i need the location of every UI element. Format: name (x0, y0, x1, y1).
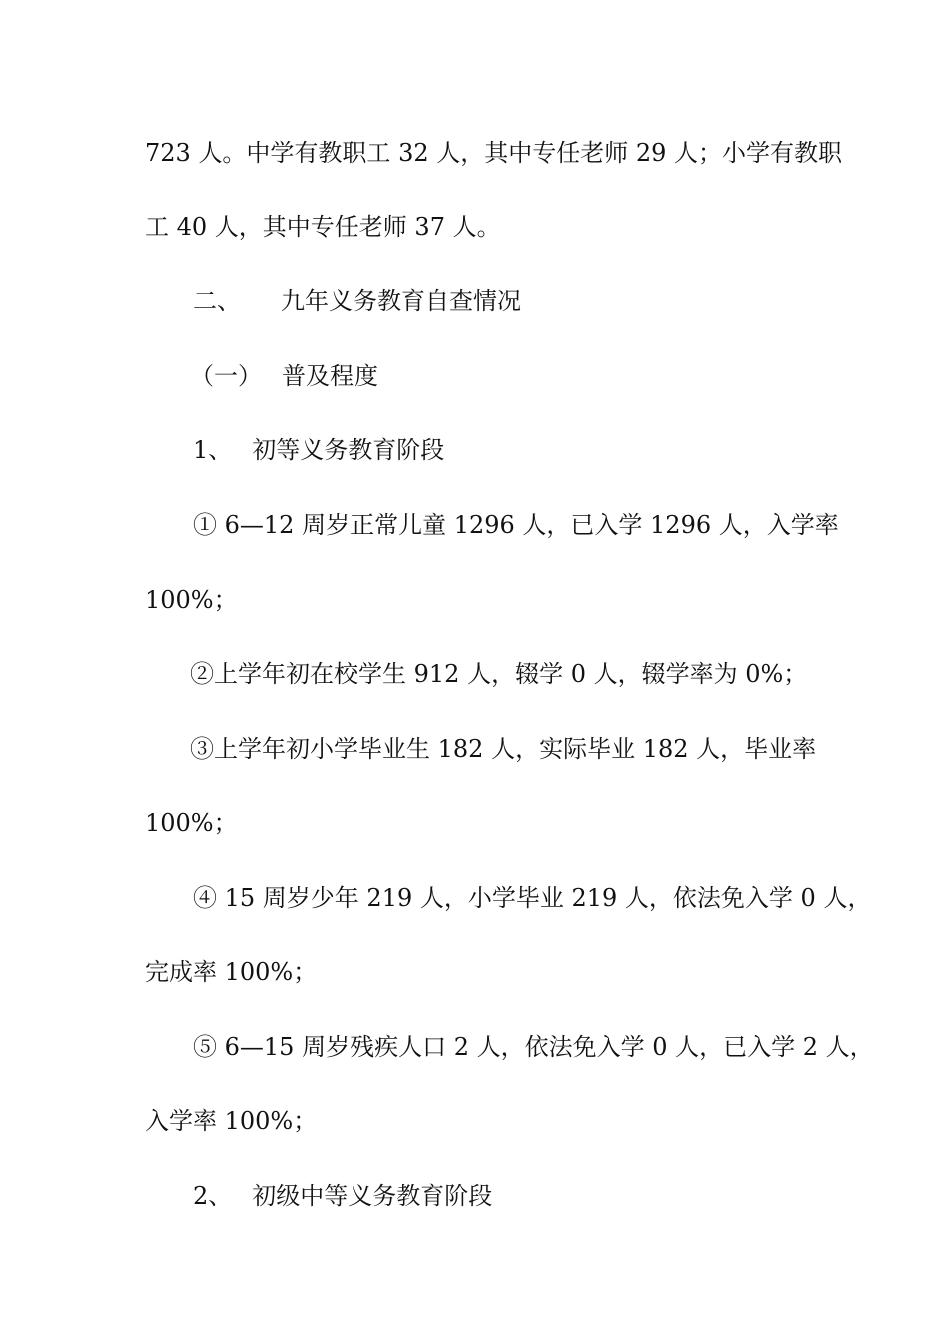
subsection-title: 普及程度 (282, 362, 378, 390)
stage-number: 2、 (193, 1182, 233, 1210)
section-title: 九年义务教育自查情况 (281, 287, 521, 315)
stage-heading (193, 435, 444, 465)
list-item-line: 完成率 100%； (145, 958, 318, 986)
paragraph-line: 工 40 人，其中专任老师 37 人。 (145, 213, 501, 241)
list-item-line: 100%； (145, 586, 238, 614)
stage-title: 初级中等义务教育阶段 (252, 1182, 493, 1210)
list-item-line: ⑤ 6—15 周岁残疾人口 2 人，依法免入学 0 人，已入学 2 人， (193, 1033, 874, 1061)
list-item-line: ① 6—12 周岁正常儿童 1296 人，已入学 1296 人，入学率 (193, 511, 839, 539)
stage-number: 1、 (193, 436, 233, 464)
section-heading (193, 286, 521, 316)
stage-title: 初等义务教育阶段 (252, 436, 445, 464)
list-item-line: ④ 15 周岁少年 219 人，小学毕业 219 人，依法免入学 0 人， (193, 884, 872, 912)
list-item-line: ②上学年初在校学生 912 人，辍学 0 人，辍学率为 0%； (190, 660, 808, 688)
list-item-line: 100%； (145, 809, 238, 837)
section-number: 二、 (193, 287, 241, 315)
list-item-line: 入学率 100%； (145, 1107, 318, 1135)
subsection-number: （一） (190, 362, 262, 390)
list-item-line: ③上学年初小学毕业生 182 人，实际毕业 182 人，毕业率 (190, 735, 817, 763)
stage-heading (193, 1181, 492, 1211)
paragraph-line: 723 人。中学有教职工 32 人，其中专任老师 29 人；小学有教职 (145, 139, 843, 167)
subsection-heading (190, 361, 378, 391)
